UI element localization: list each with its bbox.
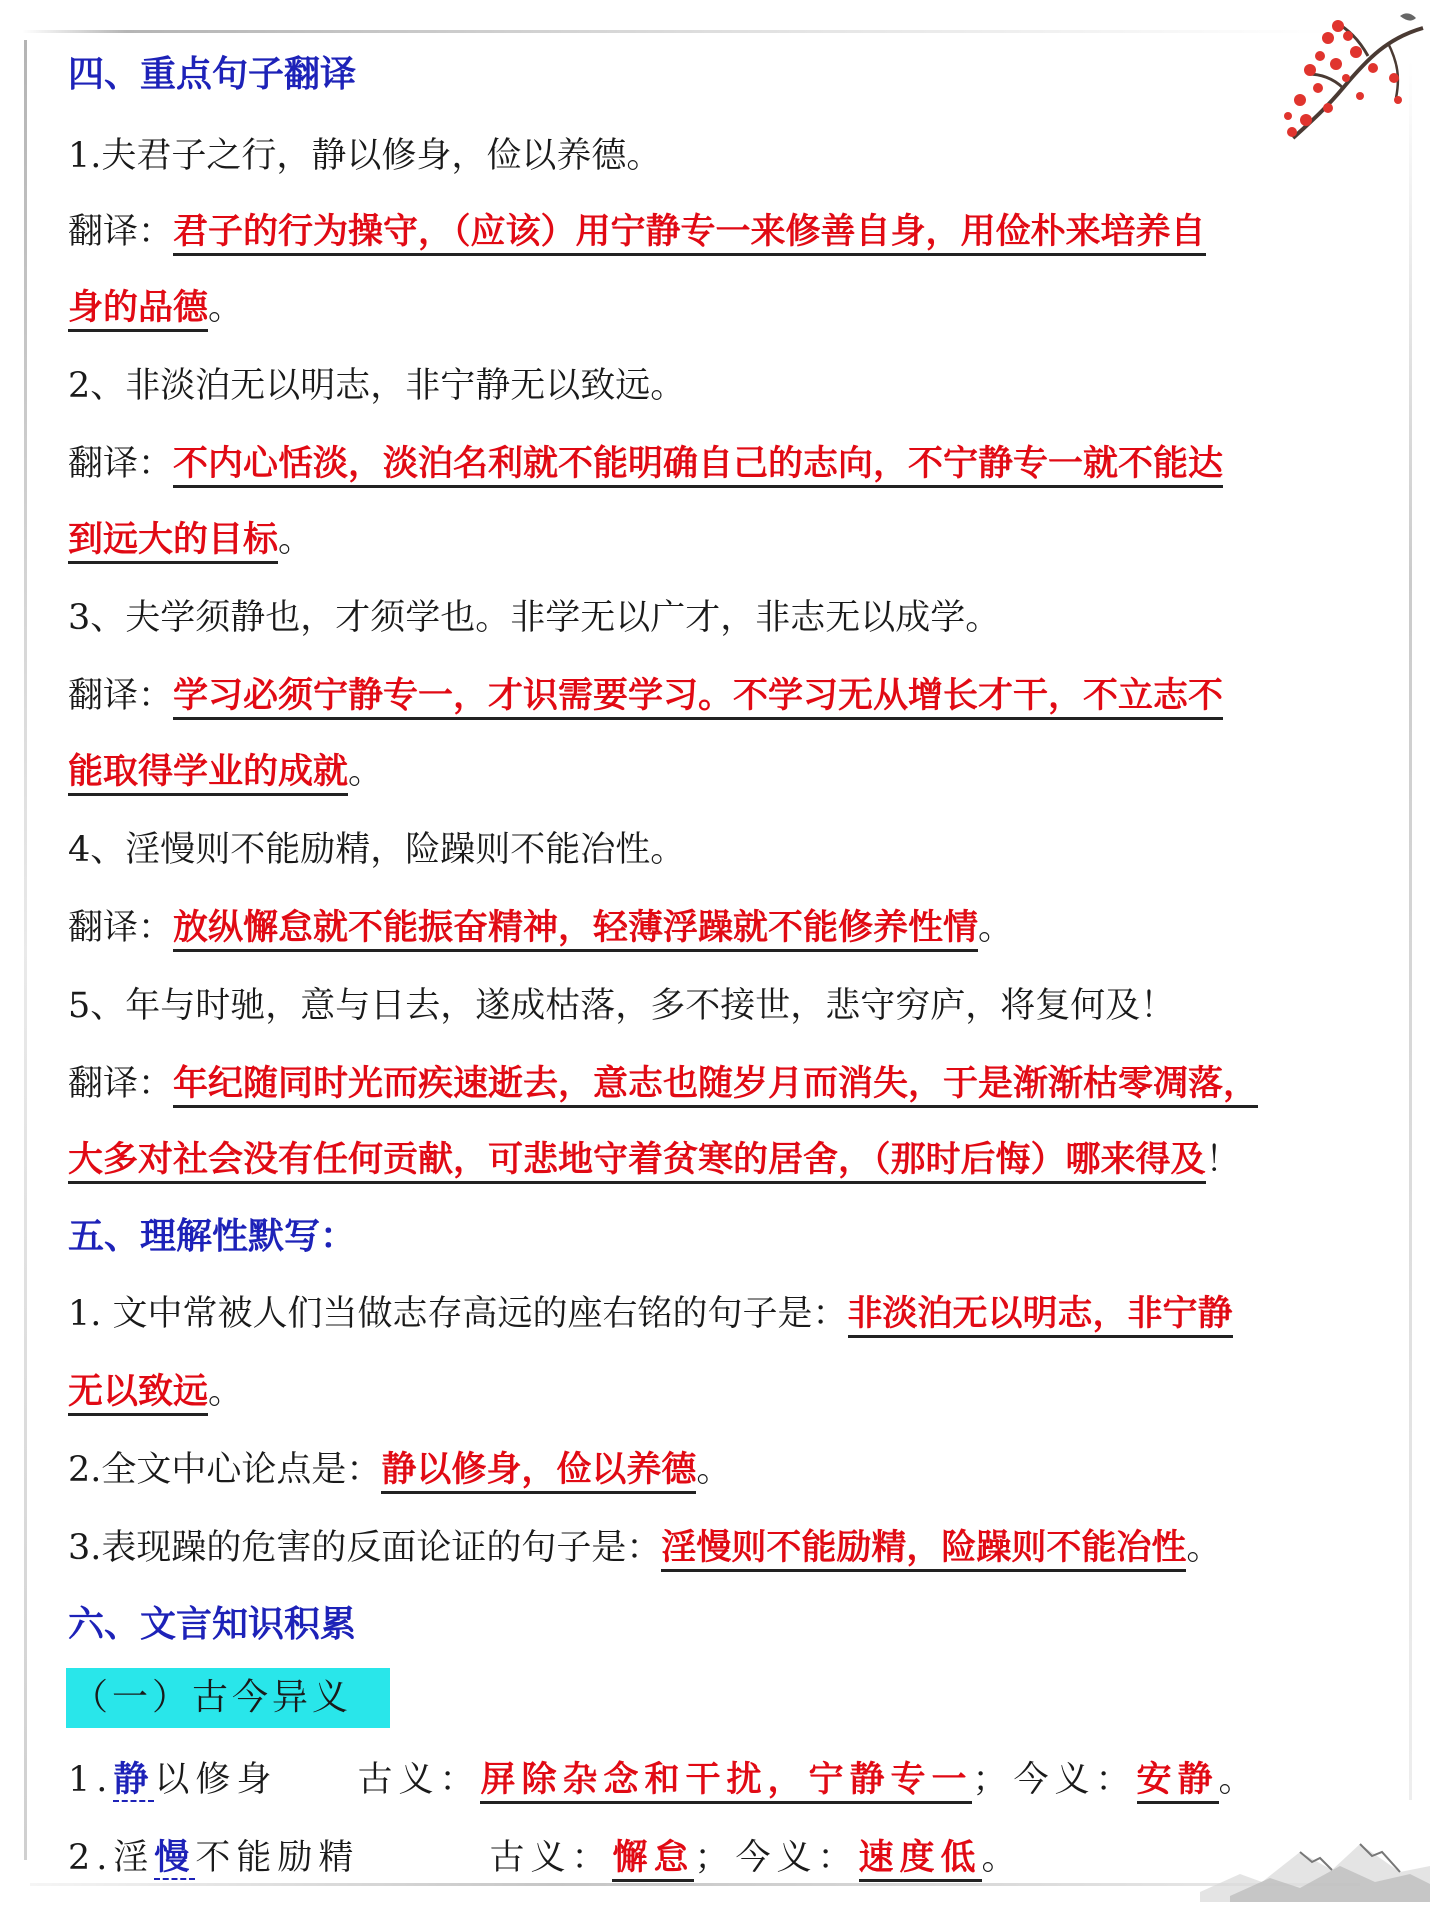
period: 。 <box>208 288 244 328</box>
sentence-2-original: 2、非淡泊无以明志，非宁静无以致远。 <box>68 366 686 406</box>
phrase-rest: 不能励精 <box>195 1838 360 1878</box>
period: 。 <box>978 908 1014 948</box>
sentence-4-translation <box>68 904 1013 952</box>
frame-bottom-border <box>30 1883 1360 1886</box>
section-heading-6: 六、文言知识积累 <box>68 1603 357 1645</box>
plum-blossom-icon <box>1248 8 1428 158</box>
answer-text: 学习必须宁静专一，才识需要学习。不学习无从增长才干，不立志不 <box>173 675 1223 720</box>
gu-meaning: 懈怠 <box>612 1837 694 1882</box>
section-heading-4: 四、重点句子翻译 <box>68 53 357 95</box>
gu-meaning: 屏除杂念和干扰，宁静专一 <box>480 1759 972 1804</box>
period: 。 <box>278 520 314 560</box>
answer-text: 大多对社会没有任何贡献，可悲地守着贫寒的居舍，（那时后悔）哪来得及 <box>68 1139 1206 1184</box>
sentence-1-original: 1.夫君子之行，静以修身，俭以养德。 <box>68 136 662 176</box>
sentence-3-translation <box>68 672 1223 720</box>
answer-text: 无以致远 <box>68 1371 208 1416</box>
sentence-2-translation-cont <box>68 516 313 564</box>
answer-text: 不内心恬淡，淡泊名利就不能明确自己的志向，不宁静专一就不能达 <box>173 443 1223 488</box>
translation-label: 翻译： <box>68 444 174 484</box>
answer-text: 能取得学业的成就 <box>68 751 348 796</box>
item-number: 1. <box>68 1760 114 1800</box>
frame-right-border <box>1409 60 1412 1800</box>
subsection-gujinyiyi-label: （一）古今异义 <box>66 1668 390 1728</box>
sentence-3-original: 3、夫学须静也，才须学也。非学无以广才，非志无以成学。 <box>68 598 1001 638</box>
gu-label: 古义： <box>357 1760 481 1800</box>
question-text: 2.全文中心论点是： <box>68 1450 382 1490</box>
period: 。 <box>208 1372 244 1412</box>
frame-top-border <box>22 30 1330 33</box>
answer-text: 君子的行为操守，（应该）用宁静专一来修善自身，用俭朴来培养自 <box>173 211 1206 256</box>
answer-text: 身的品德 <box>68 287 208 332</box>
answer-text: 放纵懈怠就不能振奋精神，轻薄浮躁就不能修养性情 <box>173 907 978 952</box>
jin-label: 今义： <box>735 1838 859 1878</box>
sentence-3-translation-cont <box>68 748 383 796</box>
key-word: 静 <box>113 1759 155 1800</box>
answer-text: 静以修身，俭以养德 <box>381 1449 696 1494</box>
answer-text: 年纪随同时光而疾速逝去，意志也随岁月而消失，于是渐渐枯零凋落， <box>173 1063 1258 1108</box>
jin-label: 今义： <box>1013 1760 1137 1800</box>
sentence-4-original: 4、淫慢则不能励精，险躁则不能冶性。 <box>68 830 686 870</box>
sentence-5-translation-cont <box>68 1136 1241 1184</box>
translation-label: 翻译： <box>68 908 174 948</box>
item-number: 2.淫 <box>68 1838 155 1878</box>
translation-label: 翻译： <box>68 676 174 716</box>
section-heading-5: 五、理解性默写： <box>68 1215 357 1257</box>
mountain-icon <box>1200 1822 1430 1902</box>
understanding-2 <box>68 1446 731 1494</box>
gujin-item-1 <box>68 1756 1260 1804</box>
period: 。 <box>696 1450 732 1490</box>
understanding-3 <box>68 1524 1221 1572</box>
gu-label: 古义： <box>489 1838 613 1878</box>
phrase-rest: 以修身 <box>154 1760 278 1800</box>
sentence-1-translation-cont <box>68 284 243 332</box>
separator: ； <box>694 1838 736 1878</box>
translation-label: 翻译： <box>68 212 174 252</box>
period: 。 <box>981 1838 1023 1878</box>
period: 。 <box>1218 1760 1260 1800</box>
sentence-1-translation <box>68 208 1206 256</box>
frame-left-border <box>24 40 27 1860</box>
sentence-5-original: 5、年与时驰，意与日去，遂成枯落，多不接世，悲守穷庐，将复何及！ <box>68 986 1176 1026</box>
sentence-2-translation <box>68 440 1223 488</box>
answer-text: 淫慢则不能励精，险躁则不能冶性 <box>661 1527 1186 1572</box>
answer-text: 非淡泊无以明志，非宁静 <box>848 1293 1233 1338</box>
question-text: 3.表现躁的危害的反面论证的句子是： <box>68 1528 662 1568</box>
period: 。 <box>348 752 384 792</box>
gujin-item-2 <box>68 1834 1023 1882</box>
translation-label: 翻译： <box>68 1064 174 1104</box>
sentence-5-translation <box>68 1060 1258 1108</box>
answer-text: 到远大的目标 <box>68 519 278 564</box>
jin-meaning: 速度低 <box>859 1837 982 1882</box>
understanding-1-cont <box>68 1368 243 1416</box>
period: 。 <box>1186 1528 1222 1568</box>
separator: ； <box>972 1760 1014 1800</box>
jin-meaning: 安静 <box>1137 1759 1219 1804</box>
key-word: 慢 <box>154 1837 196 1878</box>
understanding-1 <box>68 1290 1233 1338</box>
exclaim: ！ <box>1205 1140 1241 1180</box>
question-text: 1. 文中常被人们当做志存高远的座右铭的句子是： <box>68 1294 848 1334</box>
